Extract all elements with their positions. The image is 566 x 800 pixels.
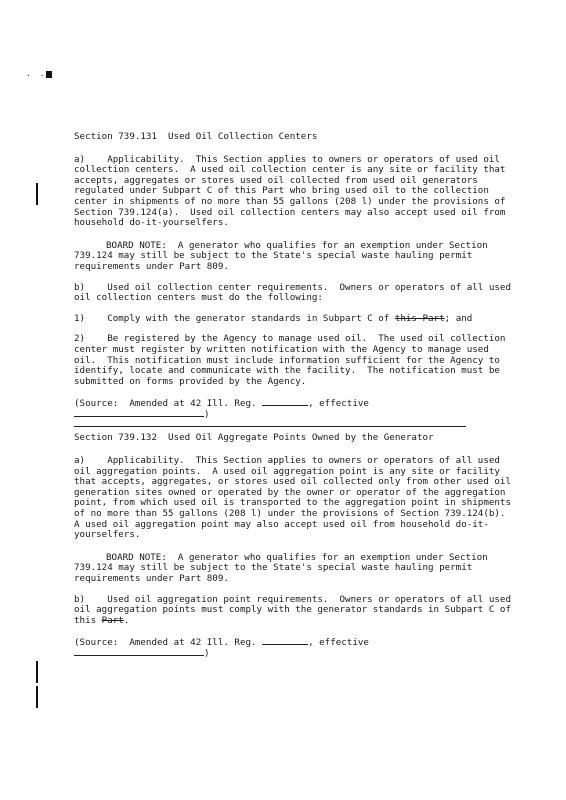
source-close [74, 410, 514, 421]
source-effective: , effective [308, 398, 369, 410]
item-1 [74, 314, 514, 325]
source-note [74, 638, 514, 649]
subsection-a: a) Applicability. This Section applies to owners or operators of all used oil aggregation points. A used oil aggregation point is any site or facility that accepts, aggregates, or stores used oil collected only from other used oil generation sites owned or operated by the owner or operator of the aggregation point, from which used oil is transported to the aggregation point in shipments of no more than 55 gallons (208 l) under the provisions of Section 739.124(b). A used oil aggregation point may also accept used oil from household do-it-yourselfers. [74, 455, 517, 541]
section-heading: Section 739.131 Used Oil Collection Centers [74, 131, 318, 142]
item-2: 2) Be registered by the Agency to manage used oil. The used oil collection center must register by written notification with the Agency to manage used oil. This notification must include information sufficient for the Agency to identify, locate and communicate with the facility. The notification must be submitted on forms provided by the Agency. [74, 333, 511, 387]
section-heading: Section 739.132 Used Oil Aggregate Points Owned by the Generator [74, 432, 434, 444]
source-close-paren: ) [204, 647, 210, 659]
scan-artifact-dots: · · [26, 71, 47, 80]
board-note: BOARD NOTE: A generator who qualifies for an exemption under Section 739.124 may still be subject to the State's special waste hauling permit requirements under Part 809. [74, 239, 494, 272]
scan-artifact-mark [46, 71, 52, 78]
subsection-b [74, 593, 517, 627]
source-effective: , effective [308, 637, 369, 649]
document-body [74, 131, 517, 660]
revision-bar [36, 661, 38, 683]
subsection-b-text: b) Used oil aggregation point requirements. Owners or operators of all used oil aggregation points must comply with the generator standards in Subpart C of this [74, 593, 517, 626]
subsection-b: b) Used oil collection center requirements. Owners or operators of all used oil collection centers must do the following: [74, 281, 517, 304]
source-note [74, 399, 514, 410]
subsection-b-end: . [123, 614, 130, 626]
source-close [74, 649, 514, 660]
struck-text: Part [101, 614, 124, 626]
source-text: (Source: Amended at 42 Ill. Reg. [74, 398, 263, 410]
subsection-a: a) Applicability. This Section applies to owners or operators of used oil collection centers. A used oil collection center is any site or facility that accepts, aggregates or stores used oil collected from used oil generators regulated under Subpart C of this Part who bring used oil to the collection center in shipments of no more than 55 gallons (208 l) under the provisions of Section 739.124(a). Used oil collection centers may also accept used oil from household do-it-yourselfers. [74, 153, 511, 229]
blank-line [262, 644, 308, 645]
board-note: BOARD NOTE: A generator who qualifies for an exemption under Section 739.124 may still be subject to the State's special waste hauling permit requirements under Part 809. [74, 551, 494, 584]
source-close-paren: ) [204, 408, 210, 420]
item-1-end: ; and [444, 312, 473, 324]
blank-line [262, 405, 308, 406]
blank-line [74, 416, 204, 417]
item-1-text: 1) Comply with the generator standards in Subpart C of [74, 312, 395, 324]
source-text: (Source: Amended at 42 Ill. Reg. [74, 637, 263, 649]
section-divider [74, 426, 466, 427]
blank-line [74, 655, 204, 656]
revision-bar [36, 686, 38, 708]
struck-text: this Part [394, 312, 445, 324]
revision-bar [36, 183, 38, 205]
